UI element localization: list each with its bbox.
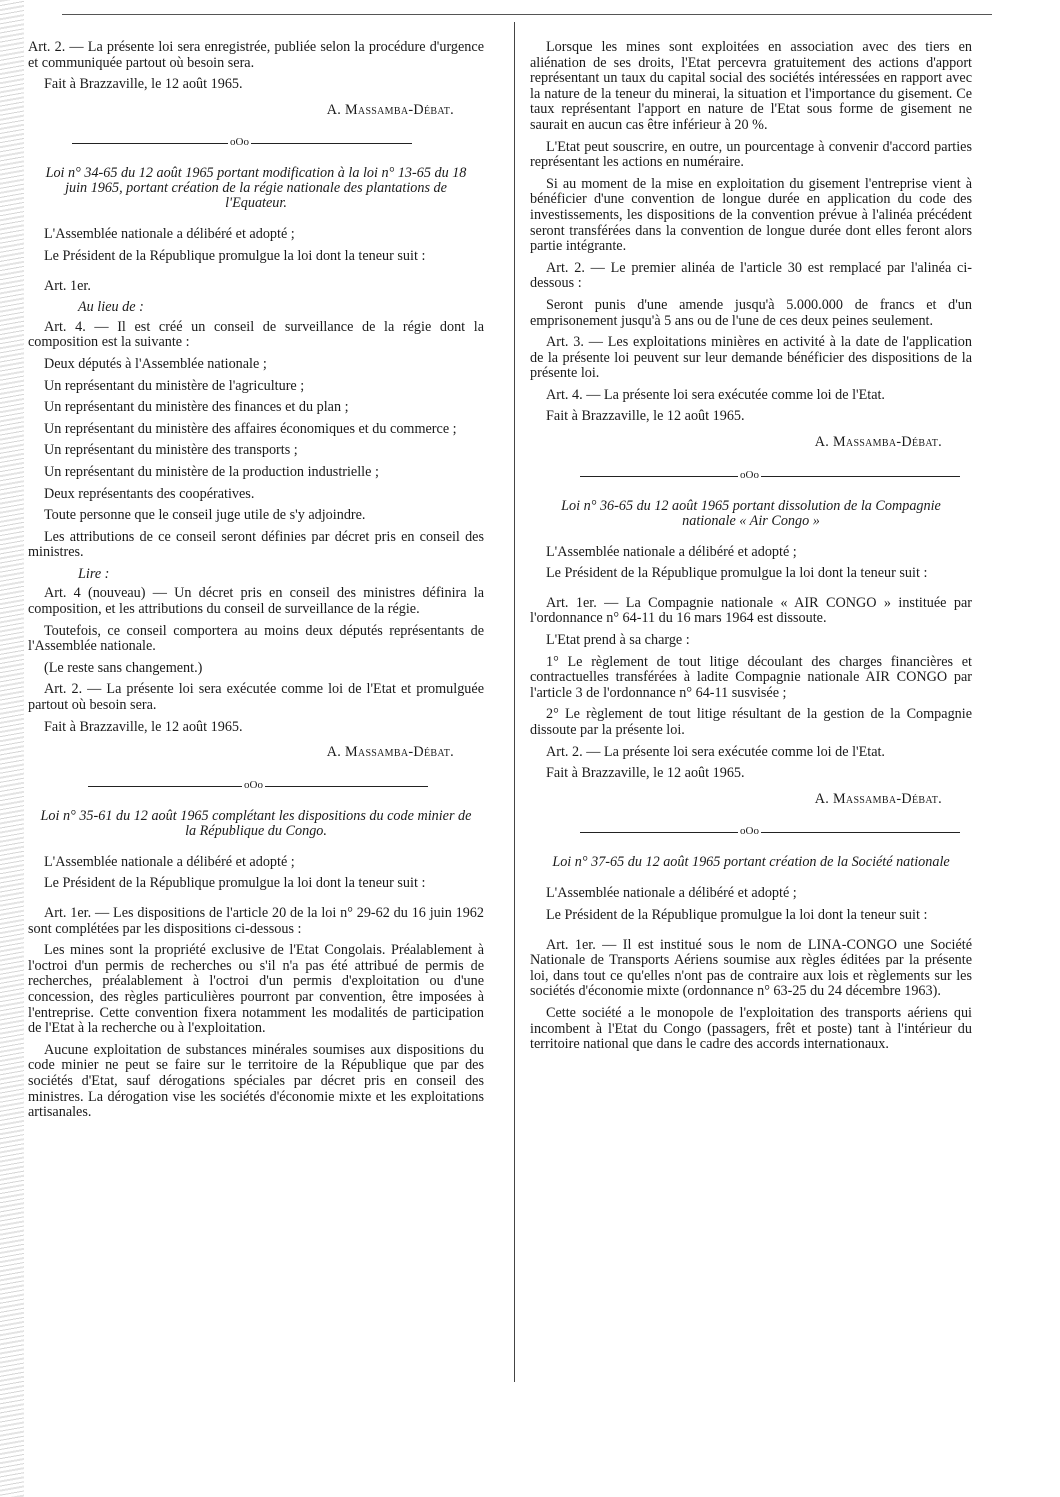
loi34-art1: Art. 1er. xyxy=(44,277,91,294)
loi37-monopole: Cette société a le monopole de l'exploitation des transports aériens qui incombent à l'Etat du Congo (passagers, frêt et poste) tant à l'intérieur du territoire national que dans le cadre des accords internationaux. xyxy=(530,1004,972,1053)
loi36-title: Loi n° 36-65 du 12 août 1965 portant dissolution de la Compagnie nationale « Air Congo » xyxy=(561,497,941,529)
loi37-assemblee: L'Assemblée nationale a délibéré et adopté ; xyxy=(546,885,797,902)
separator-mark: oOo xyxy=(228,135,251,151)
loi35-art1: Art. 1er. — Les dispositions de l'article 20 de la loi n° 29-62 du 16 juin 1962 sont complétées par les dispositions ci-dessous : xyxy=(28,905,484,937)
loi35-aucune: Aucune exploitation de substances minérales soumises aux dispositions du code minier ne peut se faire sur le territoire de la République que par des sociétés d'Etat, sauf dérogations spéciales par décret pris en conseil des ministres. La dérogation vise les sociétés d'économie mixte et les exploitations artisanales. xyxy=(28,1041,484,1121)
fait-line: Fait à Brazzaville, le 12 août 1965. xyxy=(44,718,243,735)
loi34-art2: Art. 2. — La présente loi sera exécutée comme loi de l'Etat et promulguée partout où besoin sera. xyxy=(28,681,484,714)
loi36-charge: L'Etat prend à sa charge : xyxy=(546,632,690,649)
signature: A. Massamba-Débat. xyxy=(326,101,454,118)
signature: A. Massamba-Débat. xyxy=(814,790,942,807)
loi35-mines: Les mines sont la propriété exclusive de l'Etat Congolais. Préalablement à l'octroi d'un permis de recherches ou s'il n'a pas été attribué de permis de recherches, préalablement à l'octroi d'un permis d'exploitation ou d'une concession, des règles particulières pourront par convention, être imposées à l'entreprise. Cette convention fixera notamment les modalités de participation de l'Etat à la recherche ou à l'exploitation. xyxy=(28,942,484,1037)
loi34-art4-nouveau: Art. 4 (nouveau) — Un décret pris en conseil des ministres définira la composition, et les attributions du conseil de surveillance de la régie. xyxy=(28,585,484,618)
loi34-item: Un représentant du ministère de la production industrielle ; xyxy=(44,463,379,480)
loi35-title: Loi n° 35-61 du 12 août 1965 complétant les dispositions du code minier de la République du Congo. xyxy=(40,807,472,839)
loi36-art1: Art. 1er. — La Compagnie nationale « AIR CONGO » instituée par l'ordonnance n° 64-11 du 16 mars 1964 est dissoute. xyxy=(530,594,972,627)
loi36-president: Le Président de la République promulgue la loi dont la teneur suit : xyxy=(546,565,928,582)
loi34-item: Un représentant du ministère de l'agriculture ; xyxy=(44,377,305,394)
loi34-toutefois: Toutefois, ce conseil comportera au moins deux députés représentants de l'Assemblée nationale. xyxy=(28,622,484,655)
loi35-art4: Art. 4. — La présente loi sera exécutée comme loi de l'Etat. xyxy=(546,386,885,403)
loi34-item: Un représentant du ministère des transports ; xyxy=(44,442,298,459)
loi37-president: Le Président de la République promulgue la loi dont la teneur suit : xyxy=(546,906,928,923)
fait-line: Fait à Brazzaville, le 12 août 1965. xyxy=(546,765,745,782)
si-au-moment-paragraph: Si au moment de la mise en exploitation du gisement l'entreprise vient à bénéficier d'une convention de longue durée en application du code des investissements, les dispositions de la convention prévue à l'alinéa précédent seront transférées dans la convention de longue durée dont elles feront alors partie intégrante. xyxy=(530,175,972,255)
lorsque-paragraph: Lorsque les mines sont exploitées en association avec des tiers en aliénation de ses droits, l'Etat percevra gratuitement des actions d'apport représentant un taux du capital social des sociétés intéressées en rapport avec la nature de la teneur du minerai, la situation et l'importance du gisement. Ce taux représentant l'apport en nature de l'Etat sous forme de gisement ne saurait en aucun cas être inférieur à 20 %. xyxy=(530,39,972,133)
signature: A. Massamba-Débat. xyxy=(326,744,454,761)
loi34-item: Deux députés à l'Assemblée nationale ; xyxy=(44,355,267,372)
loi34-item: Les attributions de ce conseil seront définies par décret pris en conseil des ministres. xyxy=(28,528,484,561)
loi34-art4: Art. 4. — Il est créé un conseil de surveillance de la régie dont la composition est la suivante : xyxy=(28,318,484,351)
loi36-charge-item: 2° Le règlement de tout litige résultant de la gestion de la Compagnie dissoute par la présente loi. xyxy=(530,706,972,738)
loi34-title: Loi n° 34-65 du 12 août 1965 portant modification à la loi n° 13-65 du 18 juin 1965, portant création de la régie nationale des plantations de l'Equateur. xyxy=(45,165,467,212)
loi37-art1: Art. 1er. — Il est institué sous le nom de LINA-CONGO une Société Nationale de Transports Aériens soumise aux règles éditées par la présente loi, dans tout ce qu'elles n'ont pas de contraire aux lois et règlements sur les sociétés d'économie mixte (ordonnance n° 63-25 du 24 décembre 1963). xyxy=(530,936,972,1000)
page-binding-edge xyxy=(0,0,24,1497)
loi34-au-lieu: Au lieu de : xyxy=(78,299,144,316)
right-column xyxy=(530,40,972,1059)
column-divider xyxy=(514,22,515,1382)
loi37-title: Loi n° 37-65 du 12 août 1965 portant création de la Société nationale xyxy=(552,854,950,871)
separator xyxy=(530,823,972,841)
loi35-art2: Art. 2. — Le premier alinéa de l'article 30 est remplacé par l'alinéa ci-dessous : xyxy=(530,259,972,292)
loi34-lire: Lire : xyxy=(78,565,110,582)
loi34-item: Un représentant du ministère des affaires économiques et du commerce ; xyxy=(44,420,457,437)
top-rule xyxy=(62,14,992,15)
loi34-item: Toute personne que le conseil juge utile de s'y adjoindre. xyxy=(44,507,366,524)
loi35-assemblee: L'Assemblée nationale a délibéré et adopté ; xyxy=(44,853,295,870)
loi34-item: Un représentant du ministère des finances et du plan ; xyxy=(44,399,349,416)
art2-paragraph: Art. 2. — La présente loi sera enregistrée, publiée selon la procédure d'urgence et communiquée partout où besoin sera. xyxy=(28,39,484,71)
loi36-art2: Art. 2. — La présente loi sera exécutée comme loi de l'Etat. xyxy=(546,743,885,760)
separator-mark: oOo xyxy=(738,824,761,840)
loi36-charge-item: 1° Le règlement de tout litige découlant des charges financières et contractuelles transférées à ladite Compagnie nationale AIR CONGO par l'article 3 de l'ordonnance n° 64-11 susvisée ; xyxy=(530,653,972,701)
etat-peut-paragraph: L'Etat peut souscrire, en outre, un pourcentage à convenir d'accord parties représentant les actions en numéraire. xyxy=(530,138,972,171)
separator-mark: oOo xyxy=(738,468,761,484)
loi36-assemblee: L'Assemblée nationale a délibéré et adopté ; xyxy=(546,543,797,560)
separator xyxy=(530,467,972,485)
signature: A. Massamba-Débat. xyxy=(814,434,942,451)
loi34-assemblee: L'Assemblée nationale a délibéré et adopté ; xyxy=(44,226,295,243)
separator xyxy=(28,777,484,795)
loi34-item: Deux représentants des coopératives. xyxy=(44,485,255,502)
fait-line: Fait à Brazzaville, le 12 août 1965. xyxy=(44,76,243,93)
fait-line: Fait à Brazzaville, le 12 août 1965. xyxy=(546,408,745,425)
loi34-reste: (Le reste sans changement.) xyxy=(44,659,203,676)
separator-mark: oOo xyxy=(242,778,265,794)
loi35-president: Le Président de la République promulgue la loi dont la teneur suit : xyxy=(44,875,426,892)
seront-punis-paragraph: Seront punis d'une amende jusqu'à 5.000.000 de francs et d'un emprisonement jusqu'à 5 ans ou de l'une de ces deux peines seulement. xyxy=(530,296,972,329)
separator xyxy=(28,134,484,152)
left-column xyxy=(28,40,484,1127)
loi35-art3: Art. 3. — Les exploitations minières en activité à la date de l'application de la présente loi peuvent sur leur demande bénéficier des dispositions de la présente loi. xyxy=(530,334,972,382)
loi34-president: Le Président de la République promulgue la loi dont la teneur suit : xyxy=(44,247,426,264)
